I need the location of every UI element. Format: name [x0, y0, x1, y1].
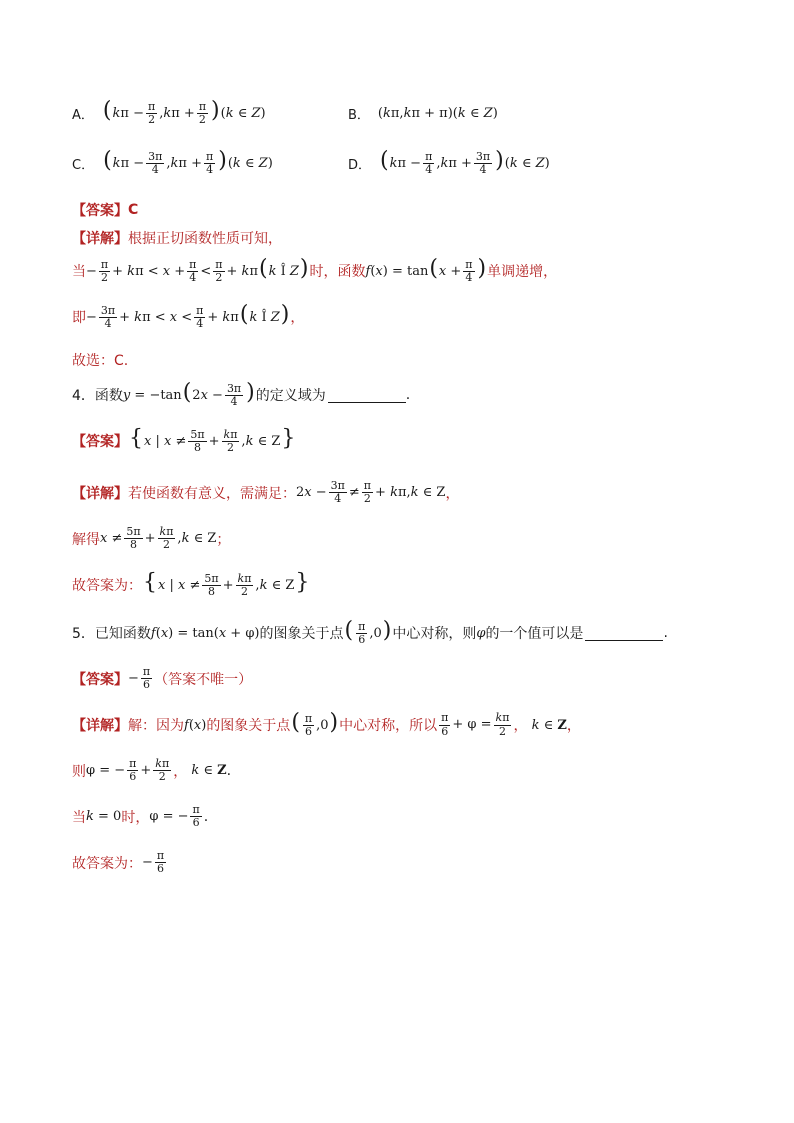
q5-answer-tag: 【答案】	[72, 671, 128, 688]
q4-answer-blank	[328, 388, 406, 403]
q4-final-set: {x | x ≠ $\frac{5\pi}{8}$ + $\frac{k\pi}{2}$ ,k ∈ Z}	[143, 570, 310, 598]
function-tan: f(x) = tan(x + $\frac{\pi}{4}$ )	[365, 256, 487, 284]
q4-detail	[72, 480, 734, 505]
option-row-cd	[72, 150, 734, 176]
q4-condition: 2x − $\frac{3\pi}{4}$ ≠ $\frac{\pi}{2}$ + kπ,k ∈ Z	[296, 479, 446, 506]
q5-when-end: .	[203, 808, 209, 825]
option-a	[72, 100, 348, 126]
q5-point: ( $\frac{\pi}{6}$ ,0)	[344, 618, 392, 646]
q5-then-prefix: 则	[72, 763, 86, 780]
q5-stem-mid3: 的一个值可以是	[485, 626, 584, 643]
option-a-formula: (kπ − $\frac{\pi}{2}$ ,kπ + $\frac{\pi}{2}$ )(k ∈ Z)	[102, 98, 266, 126]
q5-detail-k: k ∈ Z	[531, 717, 567, 733]
q5-detail-e: ，	[566, 718, 581, 735]
q4-final-prefix: 故答案为：	[72, 578, 142, 595]
q5-then-k: k ∈ Z	[191, 763, 227, 779]
ie-inequality: − $\frac{3\pi}{4}$ + kπ < x < $\frac{\pi}{4}$ + kπ(k Î Z)	[86, 302, 290, 330]
q4-answer-set: {x | x ≠ $\frac{5\pi}{8}$ + $\frac{k\pi}{2}$ ,k ∈ Z}	[129, 426, 296, 454]
q3-answer	[72, 200, 734, 220]
option-a-label: A．	[72, 107, 94, 123]
q5-stem-mid: 的图象关于点	[259, 626, 344, 643]
q4-final	[72, 572, 734, 598]
q5-stem	[72, 620, 734, 646]
q5-answer-blank	[585, 626, 663, 641]
q5-then-mid: ，	[173, 763, 188, 780]
q4-answer	[72, 428, 734, 454]
q5-answer-value: − $\frac{\pi}{6}$	[128, 665, 151, 692]
q5-detail-b: 的图象关于点	[206, 718, 291, 735]
q4-solve	[72, 526, 734, 551]
option-d-label: D．	[348, 157, 372, 173]
q5-stem-mid2: 中心对称，则	[392, 626, 477, 643]
option-b-formula: (kπ,kπ + π)(k ∈ Z)	[377, 105, 498, 121]
option-b	[348, 104, 498, 123]
q5-detail	[72, 712, 734, 738]
q4-stem-suffix: 的定义域为	[255, 388, 326, 405]
option-d	[348, 150, 550, 176]
q3-when-line	[72, 258, 734, 284]
option-c	[72, 150, 348, 176]
q5-then-end: .	[226, 762, 232, 779]
detail-text: 根据正切函数性质可知，	[128, 231, 282, 247]
when-prefix: 当	[72, 264, 86, 281]
q5-final-value: − $\frac{\pi}{6}$	[142, 849, 165, 876]
q4-stem-prefix: 4．函数	[72, 388, 123, 405]
q5-when-phi: φ = − $\frac{\pi}{6}$	[149, 803, 200, 830]
q5-detail-c: 中心对称，所以	[339, 718, 438, 735]
q5-detail-eq: $\frac{\pi}{6}$ + φ = $\frac{k\pi}{2}$	[441, 711, 510, 738]
answer-tag: 【答案】	[72, 203, 128, 219]
q5-when	[72, 804, 734, 829]
q3-detail	[72, 228, 734, 248]
q4-detail-tag: 【详解】	[72, 485, 128, 502]
q5-when-mid: 时，	[121, 809, 150, 826]
option-d-formula: (kπ − $\frac{\pi}{4}$ ,kπ + $\frac{3\pi}{4}$ )(k ∈ Z)	[380, 148, 550, 176]
q5-final-prefix: 故答案为：	[72, 855, 142, 872]
option-b-label: B．	[348, 107, 370, 123]
q5-then-eq: φ = − $\frac{\pi}{6}$ + $\frac{k\pi}{2}$	[86, 757, 170, 784]
q5-detail-fx: f(x)	[184, 717, 207, 733]
ie-suffix: ，	[290, 310, 305, 327]
q4-detail-end: ，	[445, 485, 460, 502]
q5-phi: φ	[476, 625, 486, 641]
q5-answer-note: （答案不唯一）	[154, 671, 253, 688]
detail-tag: 【详解】	[72, 231, 128, 247]
q4-solve-end: ；	[216, 531, 231, 548]
q5-detail-tag: 【详解】	[72, 718, 128, 735]
q5-detail-point: ( $\frac{\pi}{6}$ ,0)	[291, 710, 339, 738]
q5-function: f(x) = tan(x + φ)	[150, 625, 260, 641]
answer-value: C	[128, 202, 139, 218]
q5-final	[72, 850, 734, 875]
q4-function: y = −tan(2x − $\frac{3\pi}{4}$ )	[122, 380, 255, 408]
q4-solve-prefix: 解得	[72, 531, 100, 548]
option-c-label: C．	[72, 157, 95, 173]
q5-stem-end: .	[663, 625, 668, 642]
option-c-formula: (kπ − $\frac{3\pi}{4}$ ,kπ + $\frac{\pi}{4}$ )(k ∈ Z)	[103, 148, 273, 176]
q4-stem-end: .	[405, 387, 411, 404]
q5-stem-prefix: 5．已知函数	[72, 626, 151, 643]
q4-detail-text: 若使函数有意义，需满足：	[128, 485, 296, 502]
q5-when-k: k = 0	[86, 809, 122, 825]
q5-detail-d: ，	[513, 718, 528, 735]
q5-then	[72, 758, 734, 783]
q4-answer-tag: 【答案】	[72, 434, 128, 451]
option-row-ab	[72, 100, 734, 126]
choose-text: 故选：C.	[72, 353, 129, 369]
q4-solution: x ≠ $\frac{5\pi}{8}$ + $\frac{k\pi}{2}$ ,k ∈ Z	[100, 525, 217, 552]
ie-prefix: 即	[72, 310, 86, 327]
when-inequality: − $\frac{\pi}{2}$ + kπ < x + $\frac{\pi}{4}$ < $\frac{\pi}{2}$ + kπ(k Î Z)	[86, 256, 309, 284]
q5-answer	[72, 666, 734, 691]
q4-stem	[72, 382, 734, 408]
q5-detail-a: 解：因为	[128, 718, 184, 735]
q3-choose	[72, 350, 734, 370]
q3-ie-line	[72, 304, 734, 330]
monotone-text: 单调递增，	[487, 264, 558, 281]
q5-when-prefix: 当	[72, 809, 86, 826]
when-suffix: 时，函数	[309, 264, 366, 281]
